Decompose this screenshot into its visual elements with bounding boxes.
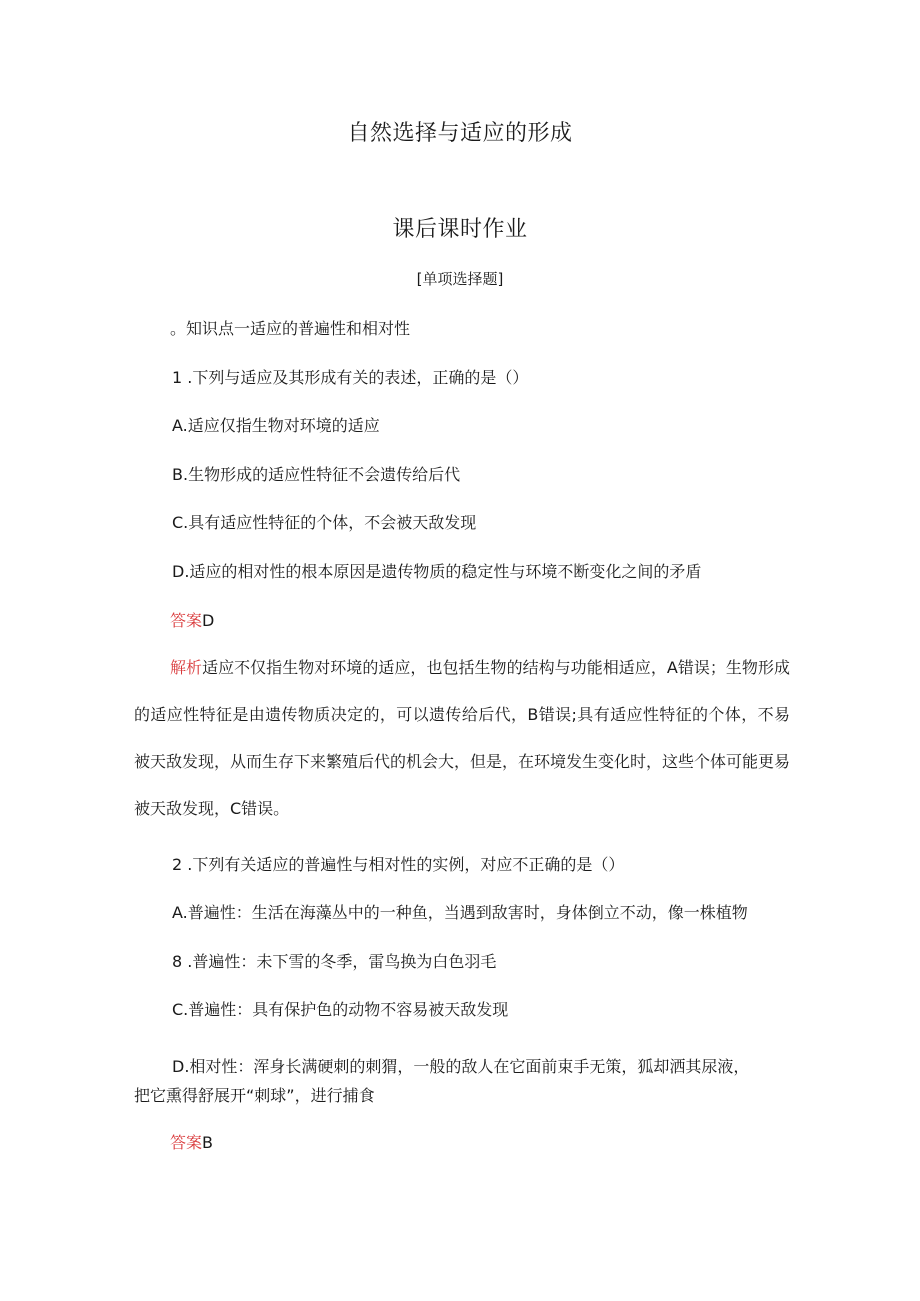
question-2-option-a: A.普遍性：生活在海藻丛中的一种鱼，当遇到敌害时，身体倒立不动，像一株植物: [172, 903, 748, 922]
page-subtitle: 课后课时作业: [392, 217, 528, 242]
question-2-option-d-continued: 把它熏得舒展开“刺球”，进行捕食: [134, 1086, 375, 1105]
section-label: [单项选择题]: [416, 270, 504, 288]
page-title: 自然选择与适应的形成: [347, 121, 573, 146]
question-2-option-b: 8 .普遍性：未下雪的冬季，雷鸟换为白色羽毛: [172, 952, 497, 971]
question-1-option-d: D.适应的相对性的根本原因是遗传物质的稳定性与环境不断变化之间的矛盾: [172, 562, 702, 581]
question-2-answer: [170, 1130, 213, 1153]
question-1-option-c: C.具有适应性特征的个体，不会被天敌发现: [172, 513, 477, 532]
answer-value: B: [202, 1133, 213, 1152]
question-2-option-c: C.普遍性：具有保护色的动物不容易被天敌发现: [172, 1000, 509, 1019]
question-1-answer: [170, 608, 214, 631]
question-1-analysis: [134, 644, 790, 832]
question-1-option-b: B.生物形成的适应性特征不会遗传给后代: [172, 465, 461, 484]
question-1-stem: 1 .下列与适应及其形成有关的表述，正确的是（）: [172, 368, 529, 387]
analysis-label: 解析: [170, 658, 203, 677]
knowledge-point: 。知识点一适应的普遍性和相对性: [170, 319, 411, 338]
answer-value: D: [202, 611, 215, 630]
question-2-stem: 2 .下列有关适应的普遍性与相对性的实例，对应不正确的是（）: [172, 855, 625, 874]
question-2-option-d: D.相对性：浑身长满硬刺的刺猬，一般的敌人在它面前束手无策，狐却洒其尿液，: [172, 1057, 750, 1076]
answer-label: 答案: [170, 611, 203, 630]
answer-label: 答案: [170, 1133, 203, 1152]
analysis-text: 适应不仅指生物对环境的适应，也包括生物的结构与功能相适应，A错误；生物形成的适应性特征是由遗传物质决定的，可以遗传给后代，B错误;具有适应性特征的个体，不易被天敌发现，从而生存下来繁殖后代的机会大，但是，在环境发生变化时，这些个体可能更易被天敌发现，C错误。: [134, 658, 791, 818]
question-1-option-a: A.适应仅指生物对环境的适应: [172, 416, 380, 435]
